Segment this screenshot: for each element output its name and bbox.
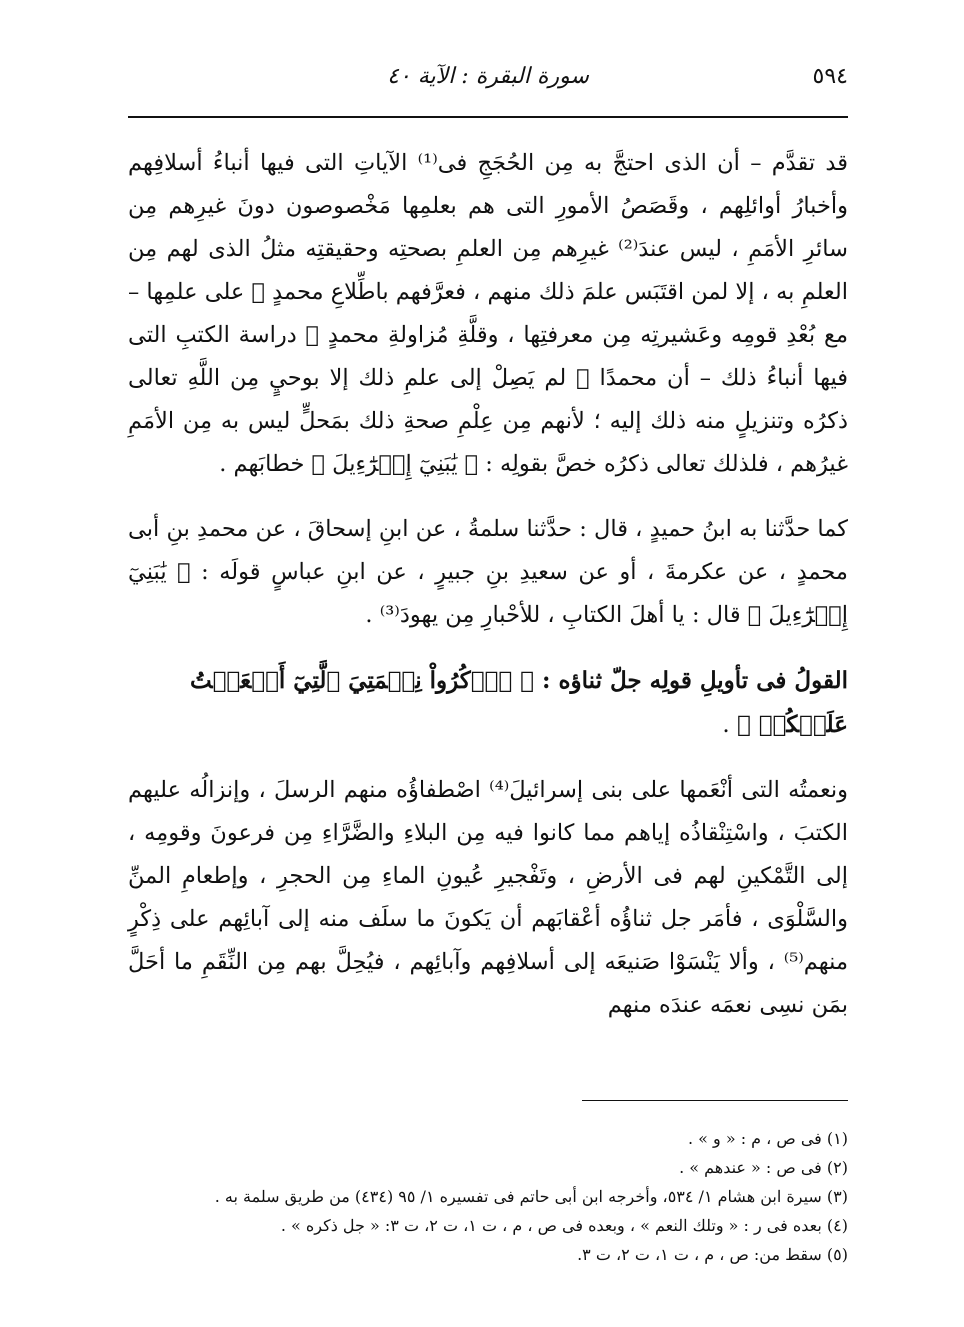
footnote-1: (١) فى ص ، م : « و » . (687, 1129, 848, 1148)
paragraph-3: ونعمتُه التى أنْعَمها على بنى إسرائيلَ⁽⁴⁾ اصْطفاؤُه منهم الرسلَ ، وإنزالُه عليهم الكتبَ ، واسْتِنْقاذُه إياهم مما كانوا فيه مِن البلاءِ والضَّرَّاءِ مِن فرعونَ وقومِه ، إلى التَّمْكينِ لهم فى الأرضِ ، وتَفْجيرِ عُيونِ الماءِ مِن الحجرِ ، وإطعامِ المنِّ والسَّلْوَى ، فأمَر جل ثناؤُه أعْقابَهم أن يَكونَ ما سلَف منه إلى آبائِهم على ذِكْرٍ منهم⁽⁵⁾ ، وألا يَنْسَوْا صَنيعَه إلى أسلافِهم وآبائِهم ، فيُحِلَّ بهم مِن النِّقَمِ ما أحَلَّ بمَن نسِى نعمَه عندَه منهم (128, 777, 848, 1018)
header-rule (128, 116, 848, 118)
section-heading-text: القولُ فى تأويلِ قولِه جلّ ثناؤه : ﴿ ٱذۡكُرُواْ نِعۡمَتِيَ ٱلَّتِيٓ أَنۡعَمۡتُ عَلَيۡكُمۡ ﴾ (189, 667, 848, 738)
page-number: ٥٩٤ (812, 64, 848, 89)
footnotes (128, 1124, 848, 1269)
footnote-4: (٤) بعده فى ر : « وتلك النعم » ، وبعده فى ص ، م ، ت ١، ت ٢، ت ٣: « جل ذكره » . (280, 1216, 848, 1235)
main-text (128, 142, 848, 1027)
paragraph-1: قد تقدَّم – أن الذى احتجَّ به مِن الحُجَجِ فى⁽¹⁾ الآياتِ التى فيها أنباءُ أسلافِهم وأخبارُ أوائلِهم ، وقَصَصُ الأمورِ التى هم بعلمِها مَخْصوصون دونَ غيرِهم مِن سائرِ الأمَمِ ، ليس عندَ⁽²⁾ غيرِهم مِن العلمِ بصحتِه وحقيقتِه مثلُ الذى لهم مِن العلمِ به ، إلا لمن اقتَبَس علمَ ذلك منهم ، فعرَّفهم باطِّلاعِ محمدٍ ﷺ على علمِها – مع بُعْدِ قومِه وعَشيرتِه مِن معرفتِها ، وقلَّةِ مُزاولةِ محمدٍ ﷺ دراسة الكتبِ التى فيها أنباءُ ذلك – أن محمدًا ﷺ لم يَصِلْ إلى علمِ ذلك إلا بوحيٍ مِن اللَّهِ تعالى ذكرُه وتنزيلٍ منه ذلك إليه ؛ لأنهم مِن عِلْمِ صحةِ ذلك بمَحلٍّ ليس به مِن الأمَمِ غيرُهم ، فلذلك تعالى ذكرُه خصَّ بقولِه : ﴿ يَٰبَنِيٓ إِسۡرَٰٓءِيلَ ﴾ خطابَهم . (128, 150, 849, 477)
footnote-3: (٣) سيرة ابن هشام ١/ ٥٣٤، وأخرجه ابن أبى حاتم فى تفسيره ١/ ٩٥ (٤٣٤) من طريق سلمة به . (214, 1187, 848, 1206)
footnote-2: (٢) فى ص : « عندهم » . (679, 1158, 848, 1177)
running-title: سورة البقرة : الآية ٤٠ (387, 64, 589, 89)
footnote-5: (٥) سقط من: ص ، م ، ت ١، ت ٢، ت ٣. (577, 1245, 848, 1264)
footnote-rule (582, 1100, 848, 1101)
page-header (128, 62, 848, 102)
paragraph-2: كما حدَّثنا به ابنُ حميدٍ ، قال : حدَّثنا سلمةُ ، عن ابنِ إسحاقَ ، عن محمدِ بنِ أبى محمدٍ ، عن عكرمةَ ، أو عن سعيدِ بنِ جبيرٍ ، عن ابنِ عباسٍ قولَه : ﴿ يَٰبَنِيٓ إِسۡرَٰٓءِيلَ ﴾ قال : يا أهلَ الكتابِ ، للأحْبارِ مِن يهودَ⁽³⁾ . (128, 516, 848, 628)
section-heading-end: . (722, 712, 737, 738)
section-heading (128, 659, 848, 747)
